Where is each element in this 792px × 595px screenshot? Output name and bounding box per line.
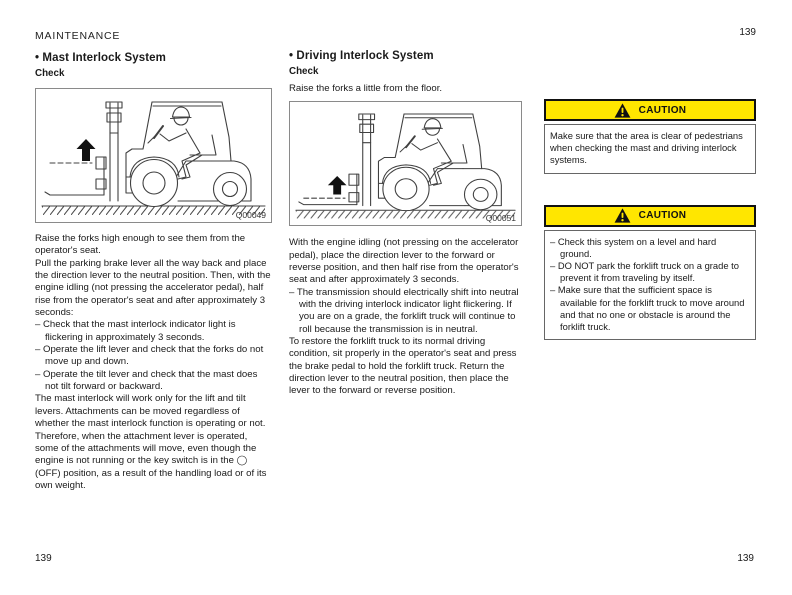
caution-body xyxy=(544,230,756,341)
caution-list-item: – Make sure that the sufficient space is available for the forklift truck to move around and that no one or obstacle is around the forklift truck. xyxy=(550,284,745,333)
caution-column xyxy=(544,99,756,340)
up-arrow-icon xyxy=(328,176,347,194)
forklift-illustration xyxy=(36,89,271,222)
caution-body xyxy=(544,124,756,174)
caution-box-checking-conditions xyxy=(544,205,756,341)
caution-label: CAUTION xyxy=(638,104,687,116)
mast-body-text xyxy=(35,233,272,492)
paragraph: Raise the forks a little from the floor. xyxy=(289,83,443,94)
driving-section-title: • Driving Interlock System xyxy=(289,50,434,62)
mast-check-heading: Check xyxy=(35,68,65,79)
warning-triangle-icon xyxy=(614,208,631,223)
driving-body-text xyxy=(289,237,523,397)
list-item: – Check that the mast interlock indicator light is flickering in approximately 3 seconds. xyxy=(35,319,236,343)
paragraph: The mast interlock will work only for the lift and tilt levers. Attachments can be moved regardless of whether the mast interlock function is operating or not. Therefore, when the attachment lever is operated, some of the attachments will move, even though the engine is not running or the key switch is in the ◯ (OFF) position, as a result of the handling load or of its own weight. xyxy=(35,393,267,491)
driving-interlock-section xyxy=(289,50,523,398)
list-item: – The transmission should electrically shift into neutral with the driving interlock indicator light flickering. If you are on a grade, the forklift truck will continue to roll because the transmission is in neutral. xyxy=(289,286,519,335)
caution-list-item: – Check this system on a level and hard ground. xyxy=(550,235,717,259)
paragraph: Pull the parking brake lever all the way back and place the direction lever to the neutral position. Then, with the engine idling (not pressing the accelerator pedal), half rise from the operator's seat and after approximately 3 seconds: xyxy=(35,257,271,319)
page-number-bottom-left: 139 xyxy=(35,553,52,564)
mast-section-title: • Mast Interlock System xyxy=(35,52,166,64)
caution-header xyxy=(544,205,756,227)
forklift-illustration xyxy=(290,102,521,225)
caution-box-pedestrians xyxy=(544,99,756,174)
mast-interlock-section xyxy=(35,52,272,492)
caution-label: CAUTION xyxy=(638,210,687,222)
list-item: – Operate the lift lever and check that the forks do not move up and down. xyxy=(35,344,264,368)
paragraph: Raise the forks high enough to see them from the operator's seat. xyxy=(35,233,246,257)
warning-triangle-icon xyxy=(614,103,631,118)
paragraph: With the engine idling (not pressing on the accelerator pedal), place the direction lever to the forward or reverse position, and then half rise from the operator's seat and after approximately 3 seconds. xyxy=(289,237,519,286)
figure-label: Q00051 xyxy=(485,213,516,224)
list-item: – Operate the tilt lever and check that the mast does not tilt forward or backward. xyxy=(35,368,258,393)
driving-interlock-figure xyxy=(289,101,522,226)
driving-check-heading: Check xyxy=(289,66,319,77)
caution-header xyxy=(544,99,756,121)
caution-text: Make sure that the area is clear of pedestrians when checking the mast and driving interlock systems. xyxy=(550,130,743,166)
mast-interlock-figure xyxy=(35,88,272,223)
page-header: MAINTENANCE xyxy=(35,30,121,42)
caution-list-item: – DO NOT park the forklift truck on a grade to prevent it from traveling by itself. xyxy=(550,260,739,284)
paragraph: To restore the forklift truck to its normal driving condition, sit properly in the operator's seat and press the brake pedal to hold the forklift truck. Return the direction lever to the neutral position, then place the lever to the forward or reverse position. xyxy=(289,336,517,397)
up-arrow-icon xyxy=(77,139,96,161)
page-number-bottom-right: 139 xyxy=(737,553,754,564)
figure-label: Q00049 xyxy=(235,210,266,220)
page-number-top: 139 xyxy=(739,27,756,38)
